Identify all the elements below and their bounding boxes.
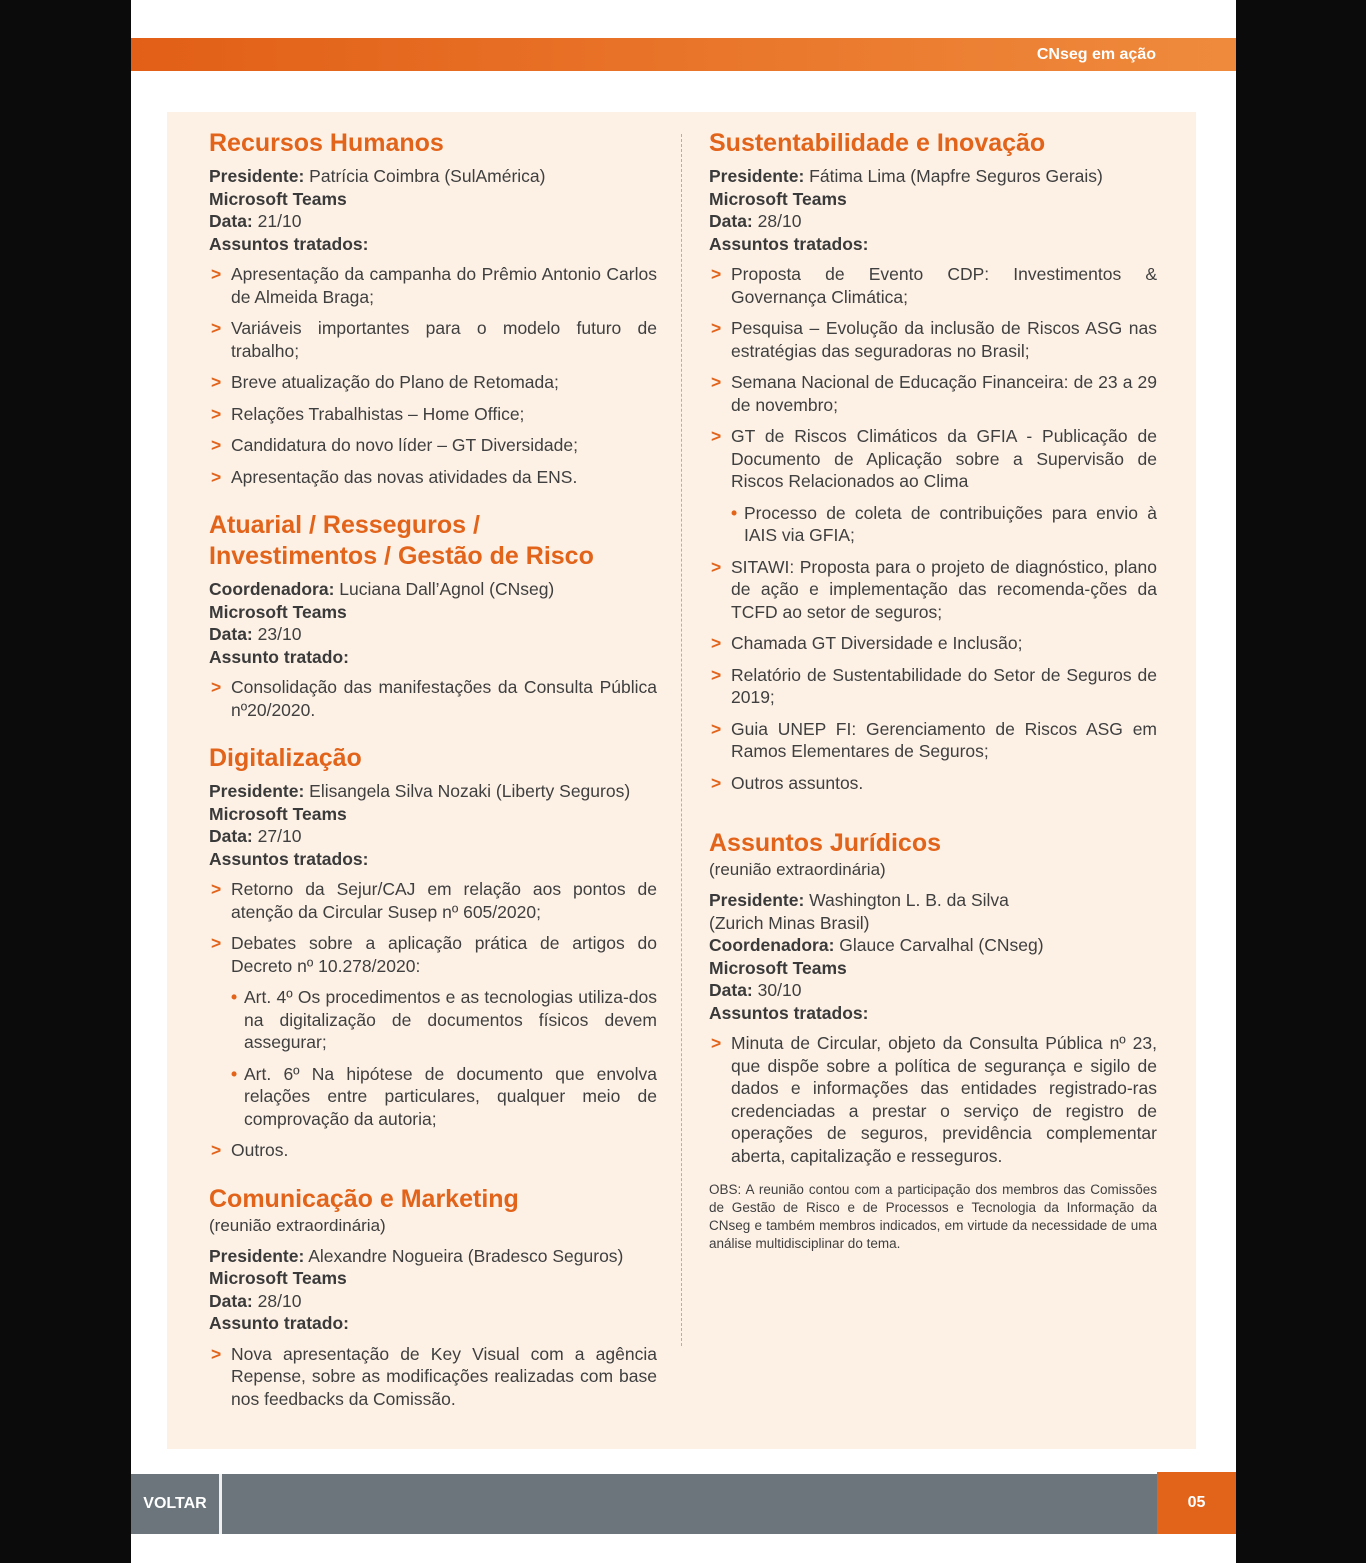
presidente-label: Presidente: [209,1245,305,1266]
date-line [709,979,1157,1002]
heading-line: Atuarial / Resseguros / [209,511,480,539]
list-item-text: Semana Nacional de Educação Financeira: de 23 a 29 de novembro; [731,372,1157,415]
list-item-text: GT de Riscos Climáticos da GFIA - Publicação de Documento de Aplicação sobre a Supervisão de Riscos Relacionados ao Clima [731,426,1157,491]
list-item [209,1139,657,1162]
list-item [709,556,1157,624]
list-item [709,772,1157,795]
section-subtitle: (reunião extraordinária) [209,1215,386,1235]
date-value: 23/10 [252,624,302,644]
list-item-text: Pesquisa – Evolução da inclusão de Riscos ASG nas estratégias das seguradoras no Brasil; [731,318,1157,361]
platform-line [209,188,657,211]
page [131,0,1236,1563]
list-item [709,263,1157,308]
chevron-right-icon: > [211,677,222,697]
presidente-value: Patrícia Coimbra (SulAmérica) [304,166,546,186]
list-item-text: Art. 4º Os procedimentos e as tecnologias utiliza-dos na digitalização de documentos físicos devem assegurar; [244,987,657,1052]
section-heading: Recursos Humanos [209,129,444,157]
date-label: Data: [709,211,753,231]
topics-label: Assuntos tratados: [709,1002,869,1023]
section-sustentabilidade [709,128,1157,794]
date-label: Data: [209,1290,253,1311]
topics-label: Assuntos tratados: [209,848,369,869]
list-item-text: Variáveis importantes para o modelo futuro de trabalho; [231,318,657,361]
section-title: CNseg em ação [1036,46,1156,63]
topics-label: Assunto tratado: [209,646,349,667]
list-item [709,371,1157,416]
date-value: 30/10 [752,980,802,1000]
list-item [709,664,1157,709]
topic-list [709,263,1157,794]
topic-list [209,1343,657,1411]
platform-line [709,188,1157,211]
topics-label: Assunto tratado: [209,1313,349,1333]
chevron-right-icon: > [211,435,222,455]
platform-line [709,957,1157,980]
platform-label: Microsoft Teams [209,188,347,209]
header-bar [131,38,1236,71]
list-item [209,932,657,977]
platform-line [209,803,657,826]
chevron-right-icon: > [211,1343,222,1364]
section-heading: Sustentabilidade e Inovação [709,129,1046,157]
chevron-right-icon: > [711,664,722,685]
presidente-line [709,889,1157,912]
topics-line [709,233,1157,256]
presidente-value: Fátima Lima (Mapfre Seguros Gerais) [804,166,1103,186]
chevron-right-icon: > [211,1140,222,1160]
bullet-icon: • [231,1063,238,1084]
date-line [209,210,657,233]
list-item-text: Apresentação das novas atividades da ENS. [231,466,578,487]
list-item [209,403,657,426]
chevron-right-icon: > [211,372,222,392]
topics-line [709,1002,1157,1025]
presidente-line [209,165,657,188]
topics-label: Assuntos tratados: [209,233,369,254]
chevron-right-icon: > [711,264,722,284]
section-heading [209,510,657,572]
chevron-right-icon: > [711,718,722,739]
date-label: Data: [709,980,753,1000]
chevron-right-icon: > [211,879,222,899]
list-item [709,632,1157,655]
platform-label: Microsoft Teams [209,1268,347,1288]
chevron-right-icon: > [211,466,222,487]
obs-note: OBS: A reunião contou com a participação dos membros das Comissões de Gestão de Risco e de Processos e Tecnologia da Informação da CNseg e também membros indicados, em virtude da necessidade de uma análise multidisciplinar do tema. [709,1182,1157,1251]
coordenadora-label: Coordenadora: [209,579,335,599]
date-label: Data: [209,211,253,231]
list-item-text: Chamada GT Diversidade e Inclusão; [731,633,1023,653]
section-recursos-humanos [209,128,657,488]
list-item-text: Proposta de Evento CDP: Investimentos & Governança Climática; [731,264,1157,307]
topic-list [209,676,657,721]
list-item-text: Relatório de Sustentabilidade do Setor de Seguros de 2019; [731,664,1157,707]
heading-line: Investimentos / Gestão de Risco [209,542,594,570]
presidente-label: Presidente: [709,166,805,186]
list-item [209,1343,657,1411]
list-item [209,317,657,362]
chevron-right-icon: > [211,403,222,424]
section-heading: Assuntos Jurídicos [709,829,941,857]
date-value: 28/10 [252,1290,302,1311]
topics-label: Assuntos tratados: [709,233,869,254]
chevron-right-icon: > [211,933,222,953]
presidente-label: Presidente: [209,781,305,801]
section-atuarial [209,510,657,721]
sub-list-item [209,986,657,1054]
date-line [209,623,657,646]
topics-line [209,646,657,669]
list-item-text: Outros. [231,1140,289,1160]
date-value: 28/10 [752,211,802,231]
presidente-org-line: (Zurich Minas Brasil) [709,912,870,933]
left-column [209,128,657,1432]
chevron-right-icon: > [211,318,222,338]
presidente-line [709,165,1157,188]
list-item [209,466,657,489]
coordenadora-line [209,578,657,601]
list-item-text: Minuta de Circular, objeto da Consulta Pública nº 23, que dispõe sobre a política de segurança e sigilo de dados e informações das entidades registrado-ras credenciadas a prestar o serviço de registro de operações de seguros, previdência complementar aberta, capitalização e resseguros. [731,1033,1157,1166]
right-column [709,128,1157,1275]
date-value: 21/10 [252,211,302,231]
date-label: Data: [209,826,253,846]
list-item [709,1032,1157,1167]
list-item [209,371,657,394]
topics-line [209,848,657,871]
chevron-right-icon: > [211,264,222,284]
chevron-right-icon: > [711,318,722,338]
list-item-text: Guia UNEP FI: Gerenciamento de Riscos ASG em Ramos Elementares de Seguros; [731,718,1157,761]
date-value: 27/10 [252,826,302,846]
list-item-text: Nova apresentação de Key Visual com a agência Repense, sobre as modificações realizadas com base nos feedbacks da Comissão. [231,1343,657,1409]
platform-line [209,1267,657,1290]
list-item-text: Outros assuntos. [731,772,864,793]
column-divider [681,134,682,1346]
platform-label: Microsoft Teams [709,188,847,209]
topic-list [209,878,657,1162]
footer-bar [131,1474,1236,1534]
section-heading: Comunicação e Marketing [209,1184,519,1213]
section-digitalizacao [209,743,657,1162]
chevron-right-icon: > [711,372,722,392]
presidente-value: Alexandre Nogueira (Bradesco Seguros) [304,1245,624,1266]
chevron-right-icon: > [711,1033,722,1053]
date-label: Data: [209,624,253,644]
section-comunicacao [209,1184,657,1411]
meeting-meta [709,889,1157,1024]
list-item-text: Relações Trabalhistas – Home Office; [231,403,525,424]
section-juridicos [709,828,1157,1253]
coordenadora-label: Coordenadora: [709,935,835,955]
presidente-value: Elisangela Silva Nozaki (Liberty Seguros) [304,781,631,801]
list-item [709,425,1157,493]
presidente-value: Washington L. B. da Silva [804,890,1009,910]
platform-label: Microsoft Teams [709,957,847,978]
list-item-text: Candidatura do novo líder – GT Diversidade; [231,435,578,455]
bullet-icon: • [731,502,738,523]
date-line [709,210,1157,233]
list-item [209,676,657,721]
presidente-label: Presidente: [709,890,805,910]
page-number: 05 [1157,1472,1236,1534]
date-line [209,825,657,848]
meeting-meta [209,1245,657,1335]
meeting-meta [209,578,657,668]
coordenadora-value: Glauce Carvalhal (CNseg) [834,935,1044,955]
list-item-text: Processo de coleta de contribuições para envio à IAIS via GFIA; [744,502,1157,545]
sub-list-item [209,1063,657,1131]
bullet-icon: • [231,987,238,1007]
section-heading: Digitalização [209,744,362,772]
topic-list [709,1032,1157,1167]
list-item [709,718,1157,763]
list-item-text: Art. 6º Na hipótese de documento que envolva relações entre particulares, qualquer meio de comprovação da autoria; [244,1063,657,1129]
platform-label: Microsoft Teams [209,803,347,824]
topic-list [209,263,657,488]
list-item [209,434,657,457]
list-item-text: Debates sobre a aplicação prática de artigos do Decreto nº 10.278/2020: [231,933,657,976]
platform-line [209,601,657,624]
meeting-meta [209,780,657,870]
list-item-text: Breve atualização do Plano de Retomada; [231,372,559,392]
coordenadora-line [709,934,1157,957]
chevron-right-icon: > [711,556,722,577]
sub-list-item [709,502,1157,547]
back-button[interactable]: VOLTAR [131,1474,222,1534]
presidente-label: Presidente: [209,166,305,186]
chevron-right-icon: > [711,772,722,793]
presidente-line [209,780,657,803]
chevron-right-icon: > [711,426,722,446]
section-subtitle: (reunião extraordinária) [709,860,886,879]
chevron-right-icon: > [711,633,722,653]
date-line [209,1290,657,1313]
meeting-meta [209,165,657,255]
topics-line [209,1312,657,1335]
list-item-text: SITAWI: Proposta para o projeto de diagnóstico, plano de ação e implementação das recomenda-ções da TCFD ao setor de seguros; [731,556,1157,622]
list-item-text: Apresentação da campanha do Prêmio Antonio Carlos de Almeida Braga; [231,264,657,307]
list-item [209,878,657,923]
list-item [209,263,657,308]
topics-line [209,233,657,256]
list-item-text: Retorno da Sejur/CAJ em relação aos pontos de atenção da Circular Susep nº 605/2020; [231,879,657,922]
presidente-line [209,1245,657,1268]
meeting-meta [709,165,1157,255]
list-item [709,317,1157,362]
coordenadora-value: Luciana Dall’Agnol (CNseg) [334,579,555,599]
list-item-text: Consolidação das manifestações da Consulta Pública nº20/2020. [231,677,657,720]
platform-label: Microsoft Teams [209,601,347,622]
